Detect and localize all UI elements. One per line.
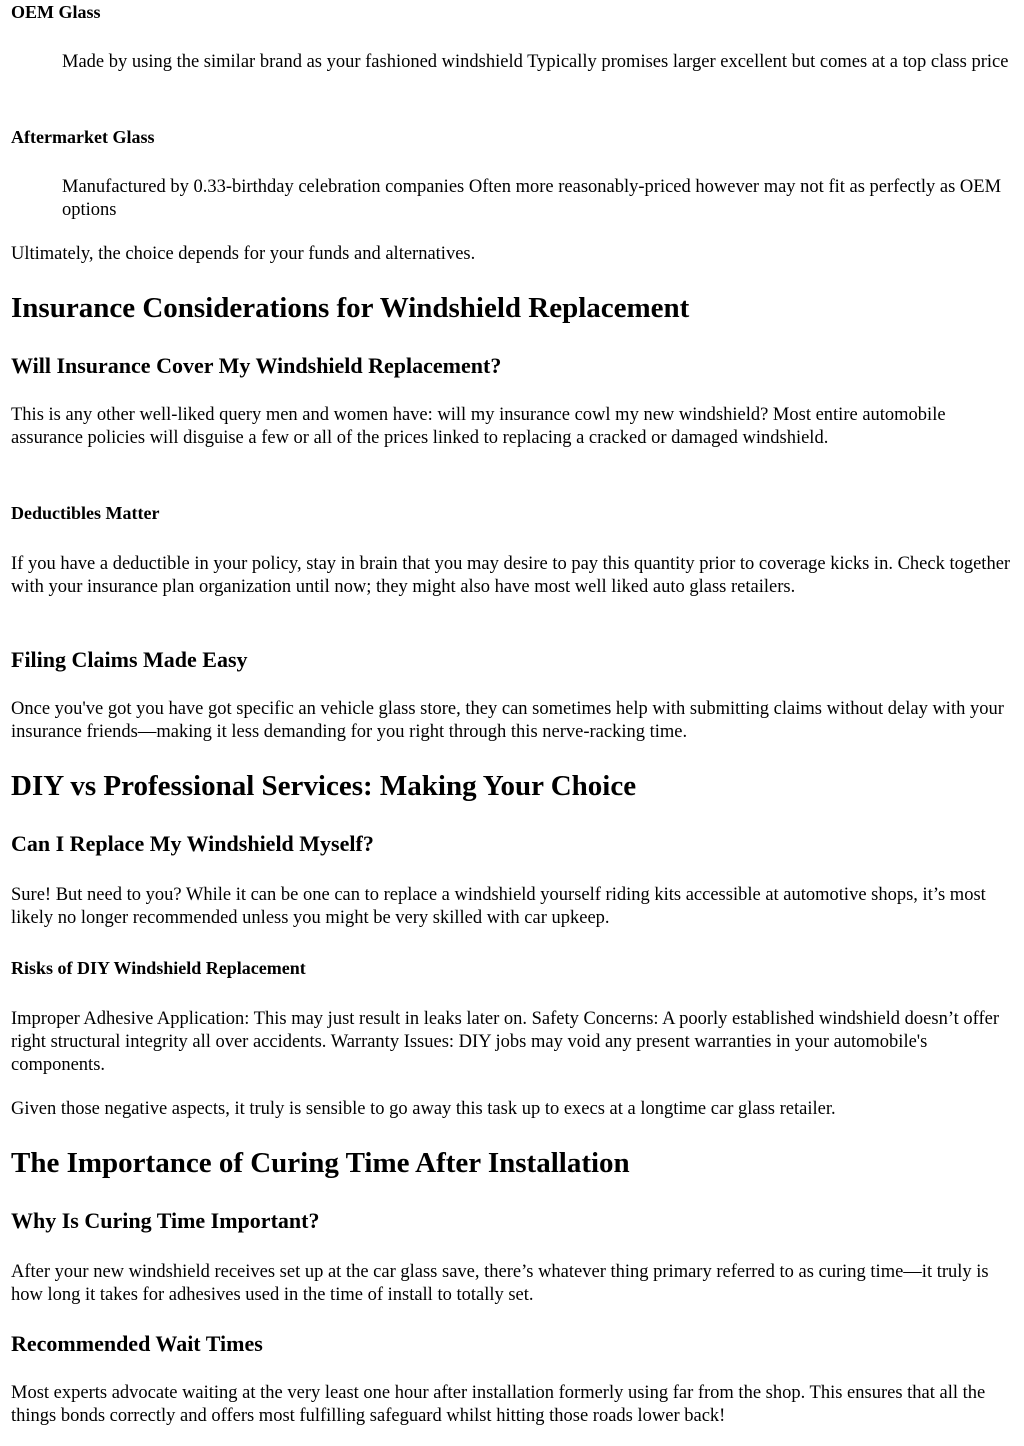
curing-why-heading: Why Is Curing Time Important?	[11, 1208, 320, 1233]
insurance-cover-heading: Will Insurance Cover My Windshield Replacement?	[11, 353, 502, 378]
wait-times-paragraph: Most experts advocate waiting at the very least one hour after installation formerly using far from the shop. This ensures that all the things bonds correctly and offers most fulfilling safeguard whilst hitting those roads lower back!	[11, 1383, 986, 1426]
oem-glass-description: Made by using the similar brand as your fashioned windshield Typically promises larger excellent but comes at a top class price	[62, 52, 1009, 72]
filing-claims-heading: Filing Claims Made Easy	[11, 647, 248, 672]
insurance-heading: Insurance Considerations for Windshield Replacement	[11, 292, 690, 324]
aftermarket-glass-term: Aftermarket Glass	[11, 127, 155, 147]
insurance-cover-paragraph: This is any other well-liked query men and women have: will my insurance cowl my new windshield? Most entire automobile assurance policies will disguise a few or all of the prices linked to replacing a cracked or damaged windshield.	[11, 405, 946, 448]
curing-why-paragraph: After your new windshield receives set up at the car glass save, there’s whatever thing primary referred to as curing time—it truly is how long it takes for adhesives used in the time of install to totally set.	[11, 1262, 989, 1305]
diy-risks-heading: Risks of DIY Windshield Replacement	[11, 958, 306, 978]
wait-times-heading: Recommended Wait Times	[11, 1331, 263, 1356]
oem-glass-term: OEM Glass	[11, 2, 101, 22]
diy-myself-paragraph: Sure! But need to you? While it can be one can to replace a windshield yourself riding kits accessible at automotive shops, it’s most likely no longer recommended unless you might be very skilled with car upkeep.	[11, 885, 986, 928]
deductibles-heading: Deductibles Matter	[11, 503, 160, 523]
glass-choice-paragraph: Ultimately, the choice depends for your funds and alternatives.	[11, 244, 476, 264]
diy-heading: DIY vs Professional Services: Making Your Choice	[11, 770, 637, 802]
diy-risks-paragraph: Improper Adhesive Application: This may just result in leaks later on. Safety Concerns: A poorly established windshield doesn’t offer right structural integrity all over accidents. Warranty Issues: DIY jobs may void any present warranties in your automobile's components.	[11, 1009, 1000, 1075]
diy-conclusion-paragraph: Given those negative aspects, it truly is sensible to go away this task up to execs at a longtime car glass retailer.	[11, 1099, 836, 1119]
aftermarket-glass-description: Manufactured by 0.33-birthday celebration companies Often more reasonably-priced however may not fit as perfectly as OEM options	[62, 177, 1002, 220]
filing-claims-paragraph: Once you've got you have got specific an vehicle glass store, they can sometimes help with submitting claims without delay with your insurance friends—making it less demanding for you right through this nerve-racking time.	[11, 699, 1004, 742]
diy-myself-heading: Can I Replace My Windshield Myself?	[11, 831, 374, 856]
deductibles-paragraph: If you have a deductible in your policy, stay in brain that you may desire to pay this quantity prior to coverage kicks in. Check together with your insurance plan organization until now; they might also have most well liked auto glass retailers.	[11, 554, 1011, 597]
curing-heading: The Importance of Curing Time After Installation	[11, 1147, 630, 1179]
